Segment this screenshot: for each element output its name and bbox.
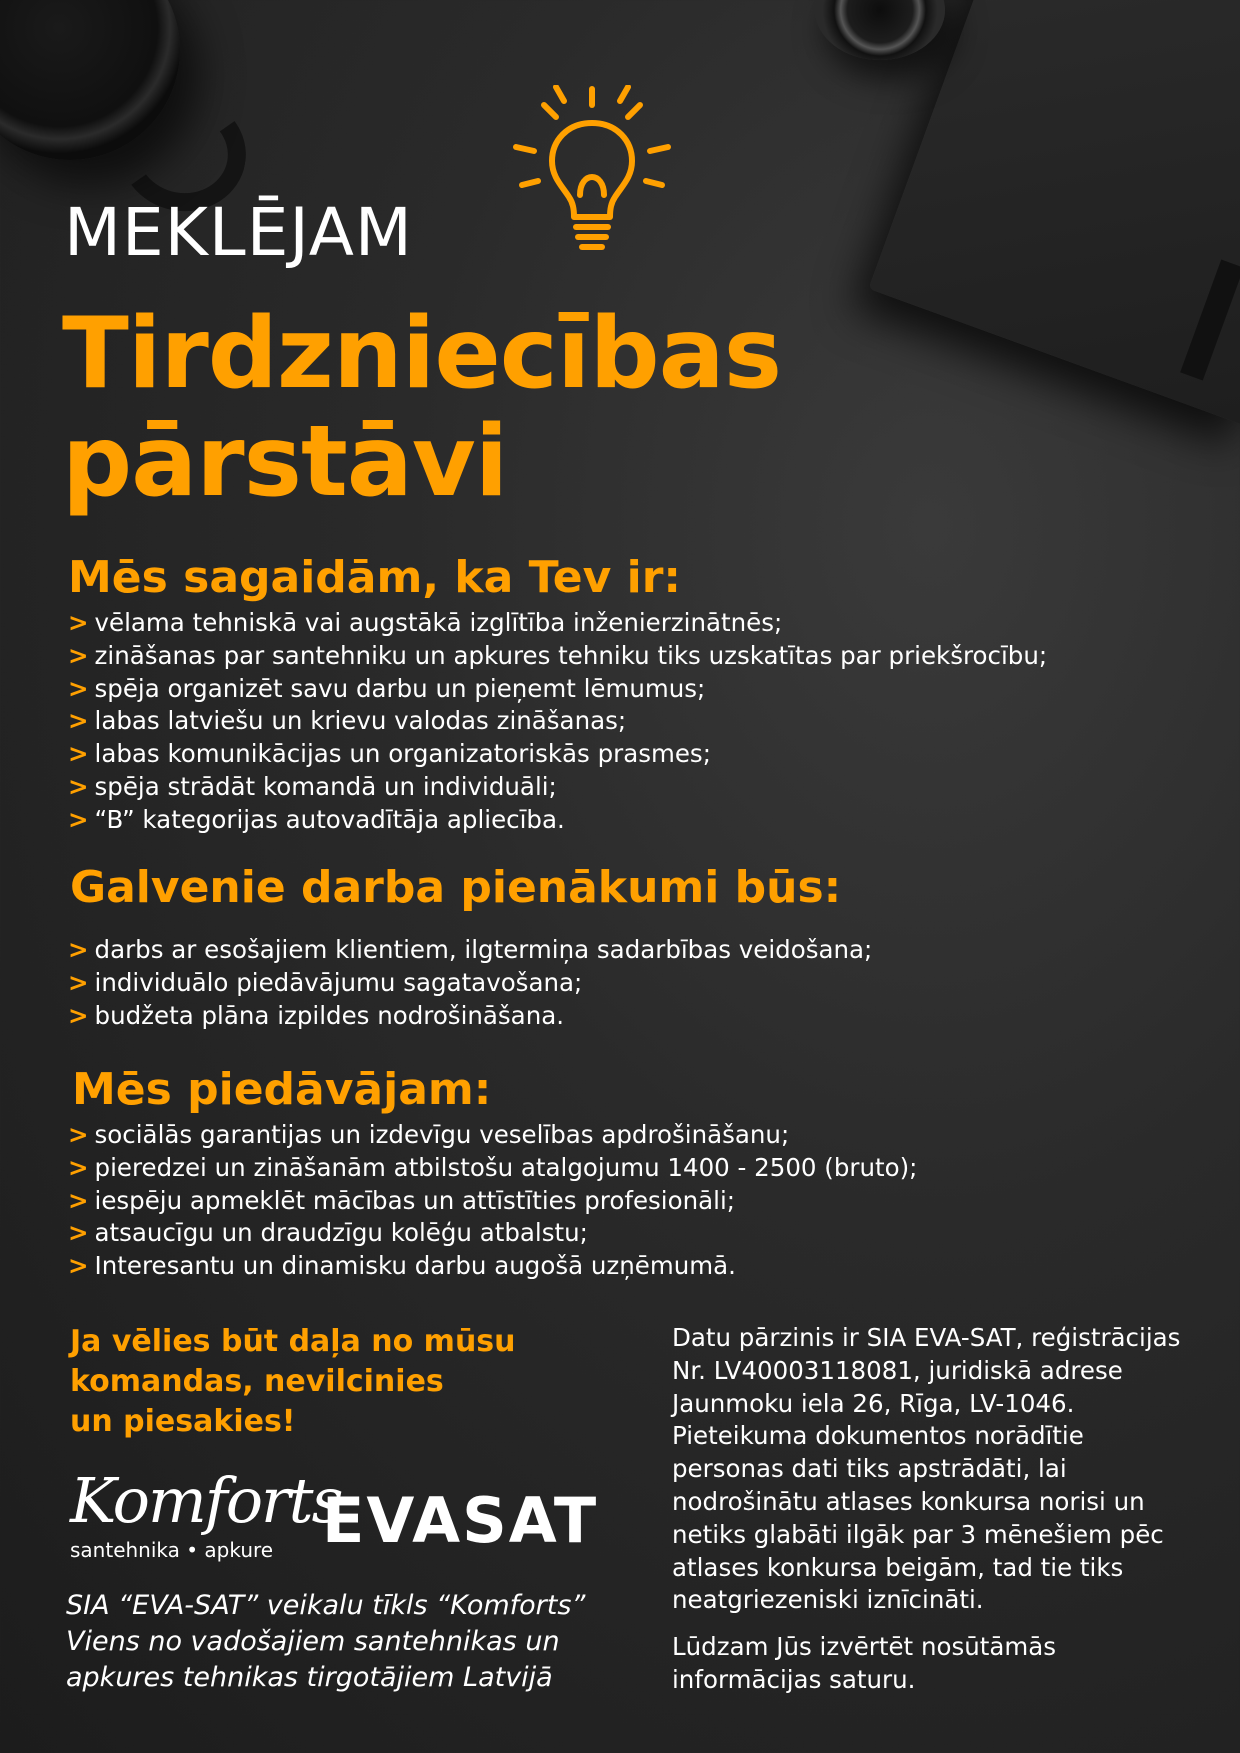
list-item: > atsaucīgu un draudzīgu kolēģu atbalstu; bbox=[68, 1218, 588, 1248]
chevron-right-icon: > bbox=[68, 739, 89, 769]
chevron-right-icon: > bbox=[68, 967, 89, 997]
privacy-notice bbox=[672, 1322, 1202, 1697]
chevron-right-icon: > bbox=[68, 1185, 89, 1215]
komforts-wordmark: Komforts bbox=[70, 1464, 342, 1537]
list-item: > labas komunikācijas un organizatoriskās prasmes; bbox=[68, 739, 711, 769]
list-item: > labas latviešu un krievu valodas zināšanas; bbox=[68, 706, 627, 736]
privacy-request: Lūdzam Jūs izvērtēt nosūtāmās informācijas saturu. bbox=[672, 1632, 1057, 1694]
chevron-right-icon: > bbox=[68, 935, 89, 964]
camera-lens-decoration bbox=[815, 0, 945, 60]
chevron-right-icon: > bbox=[68, 771, 89, 801]
komforts-logo bbox=[70, 1464, 342, 1562]
list-item: > “B” kategorijas autovadītāja apliecība. bbox=[68, 804, 565, 834]
chevron-right-icon: > bbox=[68, 1120, 89, 1149]
requirements-list bbox=[68, 607, 1047, 837]
list-item: > vēlama tehniskā vai augstākā izglītība inženierzinātnēs; bbox=[68, 608, 783, 637]
list-item: > zināšanas par santehniku un apkures tehniku tiks uzskatītas par priekšrocību; bbox=[68, 640, 1048, 670]
list-item: > iespēju apmeklēt mācības un attīstīties profesionāli; bbox=[68, 1185, 736, 1215]
chevron-right-icon: > bbox=[68, 706, 89, 736]
call-to-action: Ja vēlies būt daļa no mūsu komandas, nevilcinies un piesakies! bbox=[70, 1324, 516, 1439]
evasat-logo: EVASAT bbox=[322, 1484, 599, 1557]
chevron-right-icon: > bbox=[68, 673, 89, 703]
chevron-right-icon: > bbox=[68, 608, 89, 637]
title-line-2: pārstāvi bbox=[62, 405, 508, 519]
title-line-1: Tirdzniecības bbox=[62, 297, 782, 411]
offer-list bbox=[68, 1119, 917, 1283]
list-item: > spēja organizēt savu darbu un pieņemt lēmumus; bbox=[68, 673, 706, 703]
komforts-tagline: santehnika • apkure bbox=[70, 1538, 274, 1562]
lightbulb-icon bbox=[512, 85, 672, 265]
company-description: SIA “EVA-SAT” veikalu tīkls “Komforts” Viens no vadošajiem santehnikas un apkures tehnikas tirgotājiem Latvijā bbox=[66, 1590, 586, 1693]
offer-heading: Mēs piedāvājam: bbox=[72, 1064, 492, 1115]
chevron-right-icon: > bbox=[68, 1000, 89, 1030]
chevron-right-icon: > bbox=[68, 1251, 89, 1281]
list-item: > individuālo piedāvājumu sagatavošana; bbox=[68, 967, 583, 997]
chevron-right-icon: > bbox=[68, 1152, 89, 1182]
requirements-heading: Mēs sagaidām, ka Tev ir: bbox=[68, 552, 682, 603]
duties-list bbox=[68, 934, 872, 1032]
list-item: > spēja strādāt komandā un individuāli; bbox=[68, 771, 557, 801]
chevron-right-icon: > bbox=[68, 804, 89, 834]
chevron-right-icon: > bbox=[68, 640, 89, 670]
list-item: > Interesantu un dinamisku darbu augošā uzņēmumā. bbox=[68, 1251, 736, 1281]
list-item: > budžeta plāna izpildes nodrošināšana. bbox=[68, 1000, 565, 1030]
kicker-heading: MEKLĒJAM bbox=[64, 194, 413, 271]
duties-heading: Galvenie darba pienākumi būs: bbox=[70, 862, 842, 913]
privacy-paragraph: Datu pārzinis ir SIA EVA-SAT, reģistrācijas Nr. LV40003118081, juridiskā adrese Jaunmoku iela 26, Rīga, LV-1046. Pieteikuma dokumentos norādītie personas dati tiks apstrādāti, lai nodrošinātu atlases konkursa norisi un netiks glabāti ilgāk par 3 mēnešiem pēc atlases konkursa beigām, tad tie tiks neatgriezeniski iznīcināti. bbox=[672, 1323, 1181, 1615]
chevron-right-icon: > bbox=[68, 1218, 89, 1248]
list-item: > darbs ar esošajiem klientiem, ilgtermiņa sadarbības veidošana; bbox=[68, 935, 873, 964]
page-title bbox=[62, 297, 782, 519]
list-item: > pieredzei un zināšanām atbilstošu atalgojumu 1400 - 2500 (bruto); bbox=[68, 1152, 918, 1182]
list-item: > sociālās garantijas un izdevīgu veselības apdrošināšanu; bbox=[68, 1120, 790, 1149]
